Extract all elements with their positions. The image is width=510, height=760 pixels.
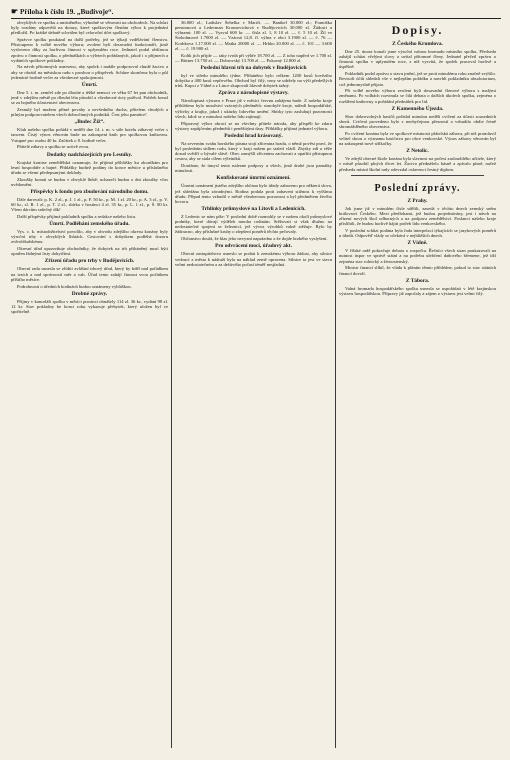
article-paragraph: Vys. c. k. místodržitelství povolilo, aby v obvodu zdejšího okresu konány byly výroční trhy v obvyklých lhůtách. Cestování s dobytkem podléhá dozoru zvěrolékařskému. <box>11 229 168 245</box>
article-paragraph: Správce spolku poukázal na další potřeby, jež se týkají vzdělávání členstva. Přistoupeno k volbě nového výboru; zvoleni byli dosavadní funkcionáři, jimž vysloveno díky za horlivou činnost v uplynulém roce. Jednatel podal obšírnou zprávu o činnosti spolku, o přednáškách a výletech pořádaných, jakož i o příjmech a vydáních spolkové pokladny. <box>11 37 168 63</box>
article-paragraph: Kolik jich přijde — taky tvrdá při výhře 18.700 zl. — Z toho napřed ve 1.700 zl. — Bittner 13.750 zl. — Dobrovský 13.700 zl. — Pokorný 12.800 zl. <box>175 52 332 63</box>
article-paragraph: Obecní rada usnesla se zříditi zvláštní trhový úřad, který by bděl nad pořádkem na trzích a nad správností měr a vah. Úřad tento zahájí činnost svou počátkem příštího měsíce. <box>11 266 168 282</box>
article-paragraph: obvyklých ve spolku a umístěného, výhodně se věnovati na obchodech. Na schůzi byly rozdány odpovědi na dotazy, které spolkovým členům výbor k projednání předložil. Po krátké debatě schválen byl celoroční účet spolkový. <box>11 20 168 36</box>
article-heading: Trhlinky průmyslové na Litovli a Ledenicích. <box>201 206 306 212</box>
latest-news-title: Poslední zprávy. <box>374 182 461 194</box>
article-paragraph: Obecní zastupitelstvo usneslo se podati k zemskému výboru žádost, aby silnice vedoucí z města k nádraží byla na náklad země opravena. Silnice ta jest ve stavu velmi nedostatečném a za deštivého počasí téměř nesjízdná. <box>175 251 332 267</box>
article-heading: Zpráva z národopisné výstavy. <box>218 90 289 97</box>
article-heading: Z Vídně. <box>407 240 428 247</box>
column-divider <box>335 20 336 748</box>
column-middle <box>175 20 332 748</box>
article-paragraph: Další příspěvky přijímá pokladník spolku a redakce našeho listu. <box>17 213 137 219</box>
article-paragraph: Národopisná výstava v Praze již v měsíci červnu zahájena bude. Z našeho kraje přihlášeno bylo množství vzácných předmětů: starobylé kroje, nářadí hospodářské, výšivky a krajky, jakož i ukázky lidového umění. Sbírky tyto zasluhují pozornosti všech, kdož se o minulost našeho lidu zajímají. <box>175 98 332 119</box>
article-paragraph: Jak jsme již v minulém čísle sdělili, zasedá v těchto dnech zemský sněm království Českého. Mezi předlohami, jež budou projednávány, jest i návrh na zřízení nových škol odborných a na podporu zemědělství. Poslanci našeho kraje přislíbili, že budou horlivě hájiti potřeb lidu venkovského. <box>339 205 496 227</box>
article-paragraph: Příjmy v kanceláři spolku v měsíci prosinci obnášely 114 zl. 36 kr., vydání 98 zl. 12 kr. Stav pokladny ke konci roku vykazuje přebytek, který uložen byl ve spořitelně. <box>11 298 168 314</box>
newspaper-page <box>5 4 505 752</box>
article-heading: Z Prahy. <box>407 197 428 204</box>
letters-section-title: Dopisy. <box>391 23 444 37</box>
article-paragraph: 36.000 zl.; Ladislav Šebelka v Mariči. — Banikel 30.000 zl.; Františka pensionová a Lederman Krasnovichová v Budějovicích 30.000 zl. Žádostí a výhrami: 100 zl. — Vyzval 600 kr. — čísla zl. 1, 8 10 zl. — č. 5 10 zl. Žil ve Štokohmové 1.7000 zl. — Vzácná 12,8. fl. výhra v obci 3.1900 zl. — č. 76 — Korbkova 1.17.000 zl. — Matka 20000 zl. — Hrbko 20.000 zl. — č. 101 — 3.600 zl. — č. 19.900 zl. <box>175 20 332 51</box>
article-paragraph: Okresní úřad upozorňuje obchodníky, že dobytek na trh přiháněný musí býti opatřen řádnými listy dobytčími. <box>11 246 168 257</box>
article-paragraph: byl ve středu minulého týdne. Přiháněno bylo celkem 1200 kusů hovězího dobytka a 400 kusů vepřového. Obchod byl čilý, ceny se udržely na výši předešlých trhů. Kupci z Vídně a z Lince skupovali hlavně dobytek tažný. <box>175 72 332 89</box>
article-paragraph: Dále darovali: p. K. 2 zl., p. J. 1 zl., p. F. 50 kr., p. M. 1 zl. 20 kr., p. A. 3 zl., p. V. 60 kr., sl. R. 1 zl., p. T. 2 zl., sbírka v hostinci 4 zl. 35 kr., p. L. 1 zl., p. Š. 80 kr. Všem dárcům srdečný dík! <box>11 196 168 213</box>
article-paragraph: Zesnulý byl mužem přímé povahy a nevšedního ducha, přítelem chudých a pilným podporovatelem všech dobročinných podniků. Čest jeho památce! <box>11 106 168 118</box>
article-paragraph: Dne 5. t. m. zemřel zde po dlouhé a těžké nemoci ve věku 67 let pan obchodník, jenž v zdejším městě po dlouhá léta působil a všeobecné úcty požíval. Pohřeb konal se za hojného účastenství obecenstva. <box>11 89 168 106</box>
article-heading: Poslední hlavní trh na dobytek v Budějovicích <box>200 64 307 71</box>
article-paragraph: Z Ledenic se nám píše: V poslední době rozmohly se v našem okolí průmyslové podniky, které dávají výdělek mnoha rodinám. Stěžovati si však dlužno na nedostatečné spojení se železnicí, jež vývoz výrobků valně ztěžuje. Bylo by žádoucno, aby příslušné kruhy o zlepšení poměrů těchto pečovaly. <box>175 214 332 235</box>
article-heading: Úmrtí. <box>81 81 98 88</box>
article-paragraph: Přátelé zábavy a spolku se uctivě zvou. <box>17 144 90 150</box>
supplement-header <box>11 6 501 19</box>
article-paragraph: Po cvičení konána byla ve spolkové místnosti přátelská zábava, při níž promluvil velitel sboru o významu hasičstva pro obce venkovské. Výnos zábavy věnován byl na zakoupení nové stříkačky. <box>339 130 496 147</box>
article-heading: Konfiskované úmrtní oznámení. <box>216 175 291 182</box>
column-right <box>339 20 496 748</box>
column-left <box>11 20 168 748</box>
article-heading: Z Netolic. <box>406 148 429 155</box>
article-heading: Zřízení úřadu pro trhy v Budějovicích. <box>44 258 135 265</box>
article-paragraph: Dne 25. února konali jsme výroční valnou hromadu místního spolku. Předseda zahájil schůzi vřelými slovy a uvítal přítomné členy. Jednatel přečetl zprávu o činnosti spolku v uplynulém roce, z níž vysvítá, že spolek pracoval horlivě a úspěšně. <box>339 49 496 70</box>
article-heading: Dodatky nadcházejících pro Lesníky. <box>46 151 133 158</box>
supplement-title: Příloha k číslu 19. „Budivoje“. <box>19 8 114 16</box>
article-paragraph: Ve zdejší obecné škole konána byla slavnost na počest zasloužilého učitele, který v místě působil plných třicet let. Žactvo přednášelo básně a zpívalo písně, načež předseda místní školní rady odevzdal oslavenci čestný diplom. <box>339 156 496 172</box>
section-divider <box>351 175 484 176</box>
column-divider <box>171 20 172 748</box>
article-heading: Přispěvky k fondu pro zbudování národního domu. <box>30 188 149 195</box>
article-paragraph: Na návrh přítomných usneseno, aby spolek i nadále podporoval chudé žactvo a aby se obrátil na městskou radu s prosbou o příspěvek. Schůze skončena byla o půl jedenácté hodině večer za všeobecné spokojenosti. <box>11 64 168 80</box>
article-heading: Z Tábora. <box>405 277 430 284</box>
article-paragraph: Na severním svahu horského pásma stojí zřícenina hradu, o němž pověst praví, že byl posledním sídlem rodu, který v kraji našem po staletí vládl. Zbytky zdí a věže dosud svědčí o bývalé slávě. Obec zamýšlí zříceninu zachovati a opatřiti přístupnou cestou, aby se stala cílem výletníků. <box>175 140 332 162</box>
article-heading: Pro odvrácení moci, úřadový akt. <box>215 243 292 250</box>
article-paragraph: Pokladník podal zprávu o stavu jmění, jež se proti minulému roku značně zvýšilo. Revisoři účtů shledali vše v nejlepším pořádku a navrhli pokladníku absolutorium, což jednomyslně přijato. <box>339 71 496 87</box>
article-paragraph: Úmrtní oznámení jistého zdejšího občana bylo úřady zabaveno pro některá slova, jež shledána byla závadnými. Rodina podala proti zabavení stížnost k vyššímu úřadu. Případ tento vzbudil v městě všeobecnou pozornost a byl předmětem živého hovoru. <box>175 183 332 204</box>
article-paragraph: Při volbě nového výboru zvoleni byli dosavadní členové výboru s malými změnami. Po volbách rozvinula se čilá debata o dalších úkolech spolku, zejména o rozšíření knihovny a pořádání přednášek pro lid. <box>339 88 496 104</box>
article-heading: Z Českého Krumlova. <box>392 41 443 47</box>
article-paragraph: Doufáme, že úmysl tento nalezne podpory u všech, jimž drahé jsou památky minulosti. <box>175 163 332 174</box>
article-heading: Z Kamenného Újezda. <box>391 105 444 112</box>
article-paragraph: V říšské radě pokračuje debata o rozpočtu. Řečníci všech stran poukazovali na nutnost úspor ve správě státní a na potřebu ulehčení daňového břemene, jež tíží zejména stav rolnický a živnostenský. <box>339 248 496 264</box>
article-heading: Drobné zprávy. <box>71 290 108 297</box>
article-paragraph: Krajská komise zemědělská oznamuje, že přijímá přihlášky ku zkouškám pro lesní hospodáře a hajné. Přihlášky budtež podány do konce měsíce u příslušného úřadu se všemi předepsanými doklady. <box>11 159 168 175</box>
article-paragraph: Zkoušky konati se budou v obvyklé lhůtě; uchazeči budou o dni zkoušky včas uvědoměni. <box>11 176 168 187</box>
pointing-hand-icon: ☛ <box>11 7 19 16</box>
article-heading: Poslední hrad krásovaný. <box>224 132 283 139</box>
article-paragraph: Valná hromada hospodářského spolku usnesla se uspořádati v létě krajinskou výstavu hospodářskou. Přípravy již započaly a zájem o výstavu jest velmi čilý. <box>339 285 496 296</box>
article-paragraph: V poslední schůzi podána byla řada interpelací týkajících se jazykových poměrů u úřadů. Odpověď vlády se očekává v nejbližších dnech. <box>339 227 496 239</box>
article-paragraph: Sbor dobrovolných hasičů pořádal minulou neděli cvičení za účasti sousedních sborů. Cvičení provedeno bylo s neobyčejnou přesností a vzbudilo obdiv četně shromážděného obecenstva. <box>339 113 496 130</box>
article-paragraph: Podrobnosti o úředních hodinách budou oznámeny vyhláškou. <box>17 283 132 289</box>
article-paragraph: Ministr financí slíbil, že vláda k přáním těmto přihlédne, pokud to stav státních financí dovolí. <box>339 265 496 276</box>
article-heading: Úmrtí. Podléhání zemského úřadu. <box>49 221 130 228</box>
article-paragraph: Občanstvo doufá, že hlas jeho nevyzní naprázdno a že dojde brzkého vyslyšení. <box>181 236 328 242</box>
article-heading: „Budec Žiž“. <box>74 119 105 126</box>
article-paragraph: Klub našeho spolku pořádá v neděli dne 14. t. m. v sále hotelu zábavný večer s tancem. Čistý výnos věnován bude na zakoupení knih pro spolkovou knihovnu. Vstupné pro osobu 40 kr. Začátek o 8. hodině večer. <box>11 127 168 143</box>
article-paragraph: Přípravný výbor obrací se na všechny přátele národa, aby přispěli ke zdaru výstavy zapůjčením předmětů i peněžitými dary. Přihlášky přijímá jednatel výboru. <box>175 120 332 131</box>
